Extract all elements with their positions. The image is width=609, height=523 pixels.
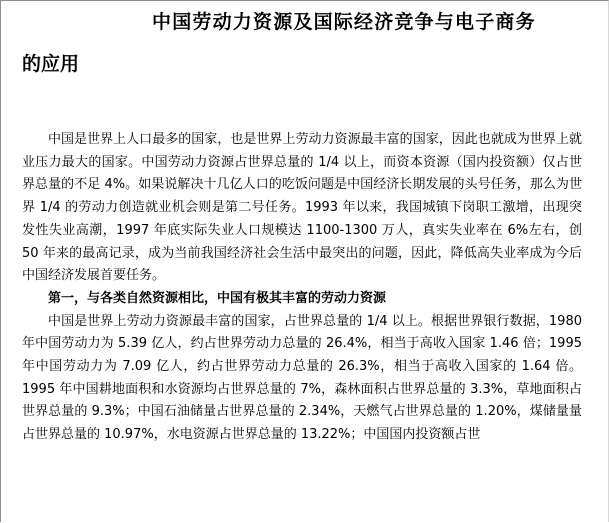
paragraph-labor-resources: 中国是世界上劳动力资源最丰富的国家，占世界总量的 1/4 以上。根据世界银行数据，1980 年中国劳动力为 5.39 亿人，约占世界劳动力总量的 26.4%，相当于高收入国家 1.46 倍；1995 年中国劳动力为 7.09 亿人，约占世界劳动力总量的 26.3%，相当于高收入国家的 1.64 倍。1995 年中国耕地面积和水资源均占世界总量的 7%，森林面积占世界总量的 3.3%，草地面积占世界总量的 9.3%；中国石油储量占世界总量的 2.34%，天燃气占世界总量的 1.20%，煤储量量占世界总量的 10.97%，水电资源占世界总量的 13.22%；中国国内投资额占世 [22, 313, 582, 443]
paragraph-intro: 中国是世界上人口最多的国家，也是世界上劳动力资源最丰富的国家，因此也就成为世界上就业压力最大的国家。中国劳动力资源占世界总量的 1/4 以上，而资本资源（国内投资额）仅占世界总量的不足 4%。如果说解决十几亿人口的吃饭问题是中国经济长期发展的头号任务，那么为世界 1/4 的劳动力创造就业机会则是第二号任务。1993 年以来，我国城镇下岗职工激增，出现突发性失业高潮，1997 年底实际失业人口规模达 1100-1300 万人，真实失业率在 6%左右，创 50 年来的最高记录，成为当前我国经济社会生活中最突出的问题，因此，降低高失业率成为今后中国经济发展首要任务。 [22, 132, 582, 284]
document-title-line-1: 中国劳动力资源及国际经济竞争与电子商务 [152, 11, 536, 33]
section-heading: 第一，与各类自然资源相比，中国有极其丰富的劳动力资源 [48, 290, 387, 306]
document-title-line-2: 的应用 [22, 53, 80, 75]
document-text [22, 129, 582, 447]
